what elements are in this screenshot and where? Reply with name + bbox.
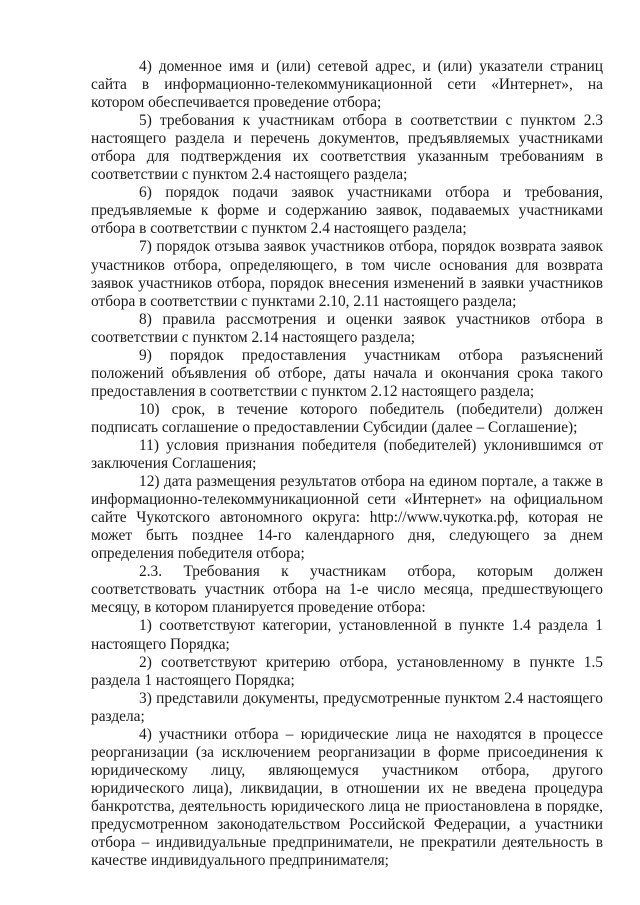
paragraph-item-10: 10) срок, в течение которого победитель (победители) должен подписать соглашение о предоставлении Субсидии (далее – Соглашение); [91, 400, 603, 436]
paragraph-item-8: 8) правила рассмотрения и оценки заявок участников отбора в соответствии с пунктом 2.14 настоящего раздела; [91, 310, 603, 346]
paragraph-item-7: 7) порядок отзыва заявок участников отбора, порядок возврата заявок участников отбора, определяющего, в том числе основания для возврата заявок участников отбора, порядок внесения изменений в заявки участников отбора в соответствии с пунктами 2.10, 2.11 настоящего раздела; [91, 238, 603, 310]
paragraph-item-6: 6) порядок подачи заявок участниками отбора и требования, предъявляемые к форме и содержанию заявок, подаваемых участниками отбора в соответствии с пунктом 2.4 настоящего раздела; [91, 184, 603, 238]
paragraph-item-5: 5) требования к участникам отбора в соответствии с пунктом 2.3 настоящего раздела и перечень документов, предъявляемых участниками отбора для подтверждения их соответствия указанным требованиям в соответствии с пунктом 2.4 настоящего раздела; [91, 112, 603, 184]
document-page [91, 58, 603, 870]
paragraph-item-9: 9) порядок предоставления участникам отбора разъяснений положений объявления об отборе, даты начала и окончания срока такого предоставления в соответствии с пунктом 2.12 настоящего раздела; [91, 346, 603, 400]
requirement-item-1: 1) соответствуют категории, установленной в пункте 1.4 раздела 1 настоящего Порядка; [91, 617, 603, 653]
requirement-item-2: 2) соответствуют критерию отбора, установленному в пункте 1.5 раздела 1 настоящего Порядка; [91, 653, 603, 689]
paragraph-item-11: 11) условия признания победителя (победителей) уклонившимся от заключения Соглашения; [91, 436, 603, 473]
section-2-3-heading-paragraph: 2.3. Требования к участникам отбора, которым должен соответствовать участник отбора на 1-е число месяца, предшествующего месяцу, в котором планируется проведение отбора: [91, 563, 603, 617]
requirement-item-3: 3) представили документы, предусмотренные пунктом 2.4 настоящего раздела; [91, 689, 603, 725]
requirement-item-4: 4) участники отбора – юридические лица не находятся в процессе реорганизации (за исключением реорганизации в форме присоединения к юридическому лицу, являющемуся участником отбора, другого юридического лица), ликвидации, в отношении их не введена процедура банкротства, деятельность юридического лица не приостановлена в порядке, предусмотренном законодательством Российской Федерации, а участники отбора – индивидуальные предприниматели, не прекратили деятельность в качестве индивидуального предпринимателя; [91, 725, 603, 870]
paragraph-item-12: 12) дата размещения результатов отбора на едином портале, а также в информационно-телекоммуникационной сети «Интернет» на официальном сайте Чукотского автономного округа: http://www.чукотка.рф, которая не может быть позднее 14-го календарного дня, следующего за днем определения победителя отбора; [91, 473, 603, 563]
paragraph-item-4: 4) доменное имя и (или) сетевой адрес, и (или) указатели страниц сайта в информационно-телекоммуникационной сети «Интернет», на котором обеспечивается проведение отбора; [91, 58, 603, 112]
